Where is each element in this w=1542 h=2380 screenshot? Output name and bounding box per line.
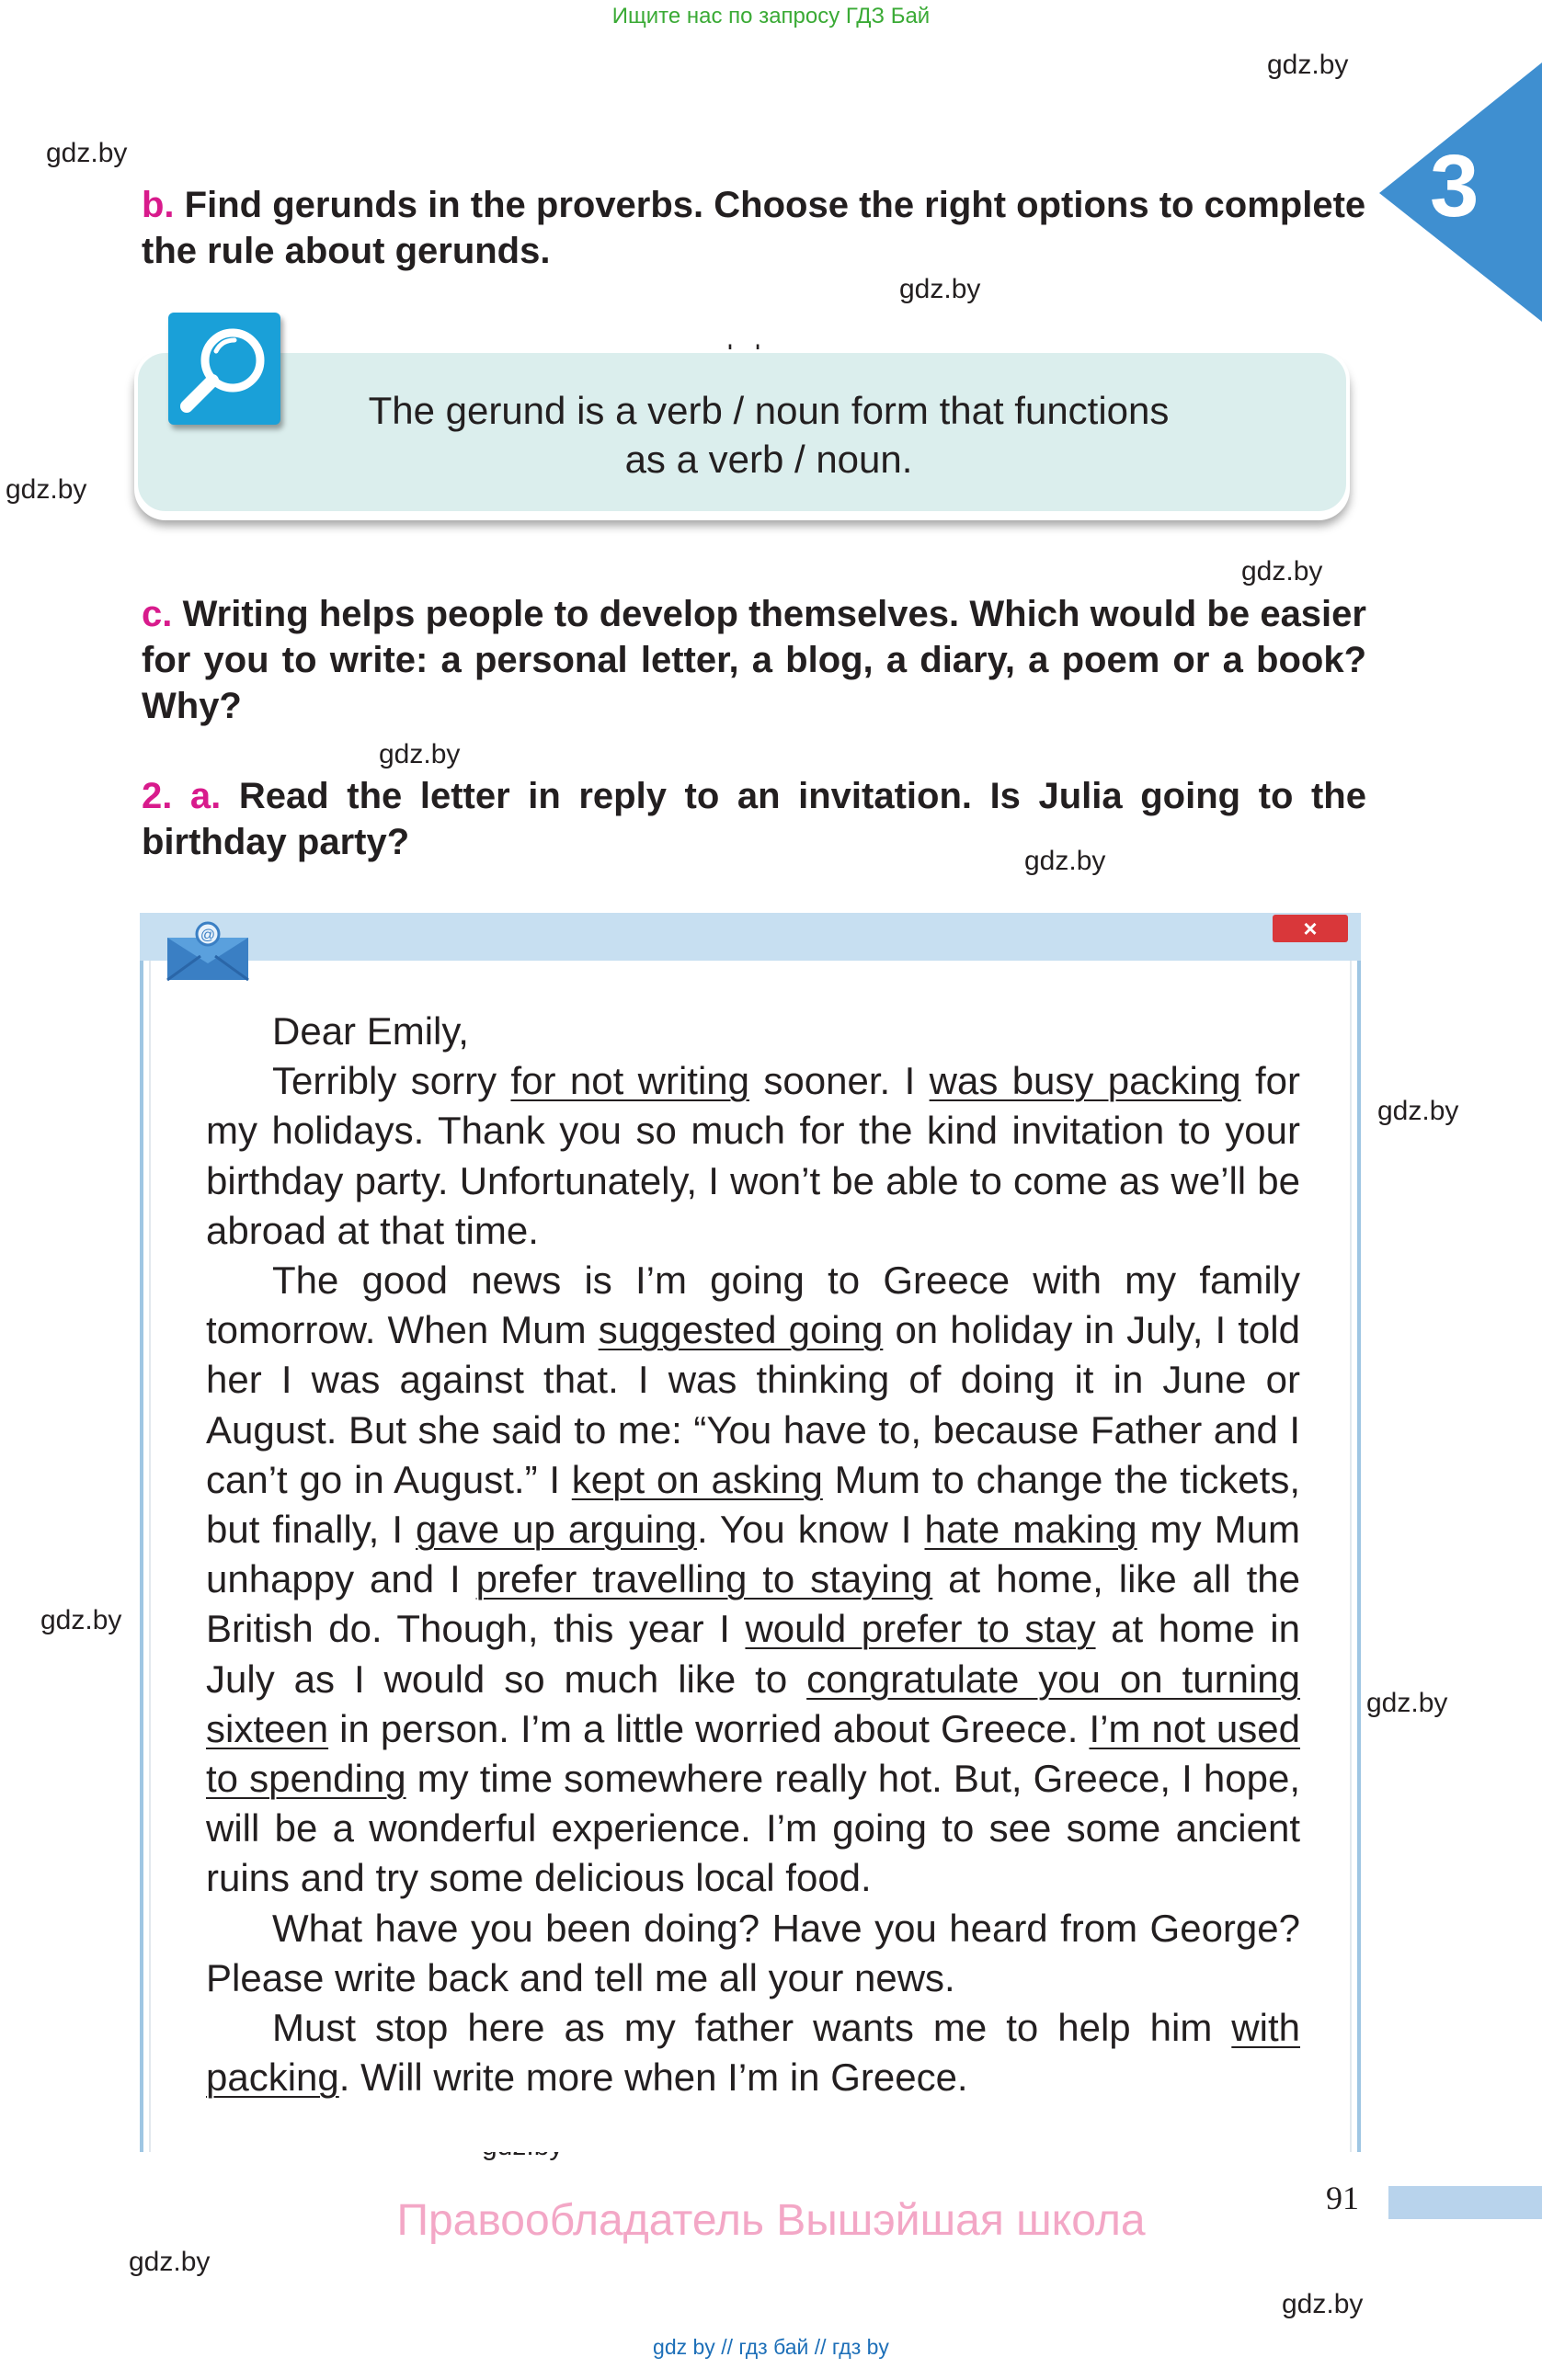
gerund-underline: suggested going [598,1308,884,1352]
watermark: gdz.by [1377,1096,1459,1126]
letter-text: at home, like all the British do. Though, this year I [206,1557,1300,1651]
watermark: gdz.by [1241,556,1323,586]
task-text: Find gerunds in the proverbs. Choose the right options to complete the rule about gerunds. [142,185,1366,271]
copyright-notice: Правообладатель Вышэйшая школа [396,2196,1146,2245]
watermark: gdz.by [899,274,981,304]
gerund-underline: gave up arguing [416,1508,697,1552]
gerund-underline: was busy packing [929,1059,1241,1103]
letter-text: Terribly sorry [272,1059,511,1103]
task-2a [142,773,1366,865]
rule-text [134,386,1403,484]
task-marker: 2. a. [142,776,222,816]
bottom-banner: gdz by // гдз бай // гдз by [653,2335,889,2359]
letter-paragraph [206,2003,1300,2102]
letter-text: sooner. I [749,1059,930,1103]
letter-text: . Will write more when I’m in Greece. [338,2055,968,2100]
letter-text: Mum to change the tickets, but finally, I [206,1457,1301,1552]
gerund-underline: with packing [206,2006,1300,2100]
letter-greeting: Dear Emily, [272,1009,469,1053]
svg-text:@: @ [200,928,216,943]
task-c [142,591,1366,729]
gerund-underline: would prefer to stay [745,1607,1096,1651]
letter-paragraph [206,1056,1300,1256]
rule-line-2: as a verb / noun. [624,438,913,481]
letter-text: at home in July as I would so much like to [206,1607,1300,1701]
unit-number: 3 [1430,137,1479,235]
email-envelope-icon [164,919,252,984]
letter-text: my Mum unhappy and I [206,1508,1300,1601]
gerund-underline: prefer travelling to staying [475,1557,933,1601]
watermark: gdz.by [46,138,128,168]
task-marker: c. [142,594,173,634]
close-button[interactable]: × [1273,915,1348,942]
letter-text: my time somewhere really hot. But, Greece, I hope, will be a wonderful experience. I’m going to see some ancient ruins and try some delicious local food. [206,1757,1300,1900]
letter-titlebar [140,913,1361,961]
gerund-underline: kept on asking [571,1457,823,1501]
letter-text: . You know I [696,1508,925,1552]
watermark: gdz.by [1024,846,1106,876]
task-marker: b. [142,185,175,225]
watermark: gdz.by [1267,50,1349,80]
task-text: Writing helps people to develop themselves. Which would be easier for you to write: a personal letter, a blog, a diary, a poem or a book? Why? [142,594,1366,726]
watermark: gdz.by [40,1605,122,1635]
letter-text: What have you been doing? Have you heard from George? Please write back and tell me all your news. [206,1906,1300,1999]
letter-text: on holiday in July, I told her I was against that. I was thinking of doing it in June or August. But she said to me: “You have to, because Father and I can’t go in August.” I [206,1308,1300,1501]
top-banner: Ищите нас по запросу ГДЗ Бай [611,4,931,28]
letter-text: Must stop here as my father wants me to help him [272,2006,1232,2050]
gerund-underline: for not writing [510,1059,750,1103]
watermark: gdz.by [6,474,87,505]
watermark: gdz.by [379,739,461,769]
letter-paragraph [206,1904,1300,2003]
letter-text: for my holidays. Thank you so much for the kind invitation to your birthday party. Unfortunately, I won’t be able to come as we’ll be abroad at that time. [206,1059,1300,1252]
watermark: gdz.by [129,2247,211,2277]
gerund-underline: I’m not used to spending [206,1706,1300,1801]
letter-text: The good news is I’m going to Greece with my family tomorrow. When Mum [206,1258,1300,1352]
watermark: gdz.by [1366,1688,1448,1718]
rule-line-1: The gerund is a verb / noun form that functions [368,389,1170,432]
page-number: 91 [1326,2180,1359,2216]
task-text: Read the letter in reply to an invitation. Is Julia going to the birthday party? [142,776,1366,862]
letter-text: in person. I’m a little worried about Greece. [328,1706,1090,1750]
gerund-underline: congratulate you on turning sixteen [206,1657,1300,1750]
watermark: gdz.by [1282,2289,1364,2319]
gerund-underline: hate making [924,1508,1137,1552]
task-b [142,182,1366,274]
letter-paragraph [206,1256,1300,1904]
letter-body [206,1007,1300,2102]
